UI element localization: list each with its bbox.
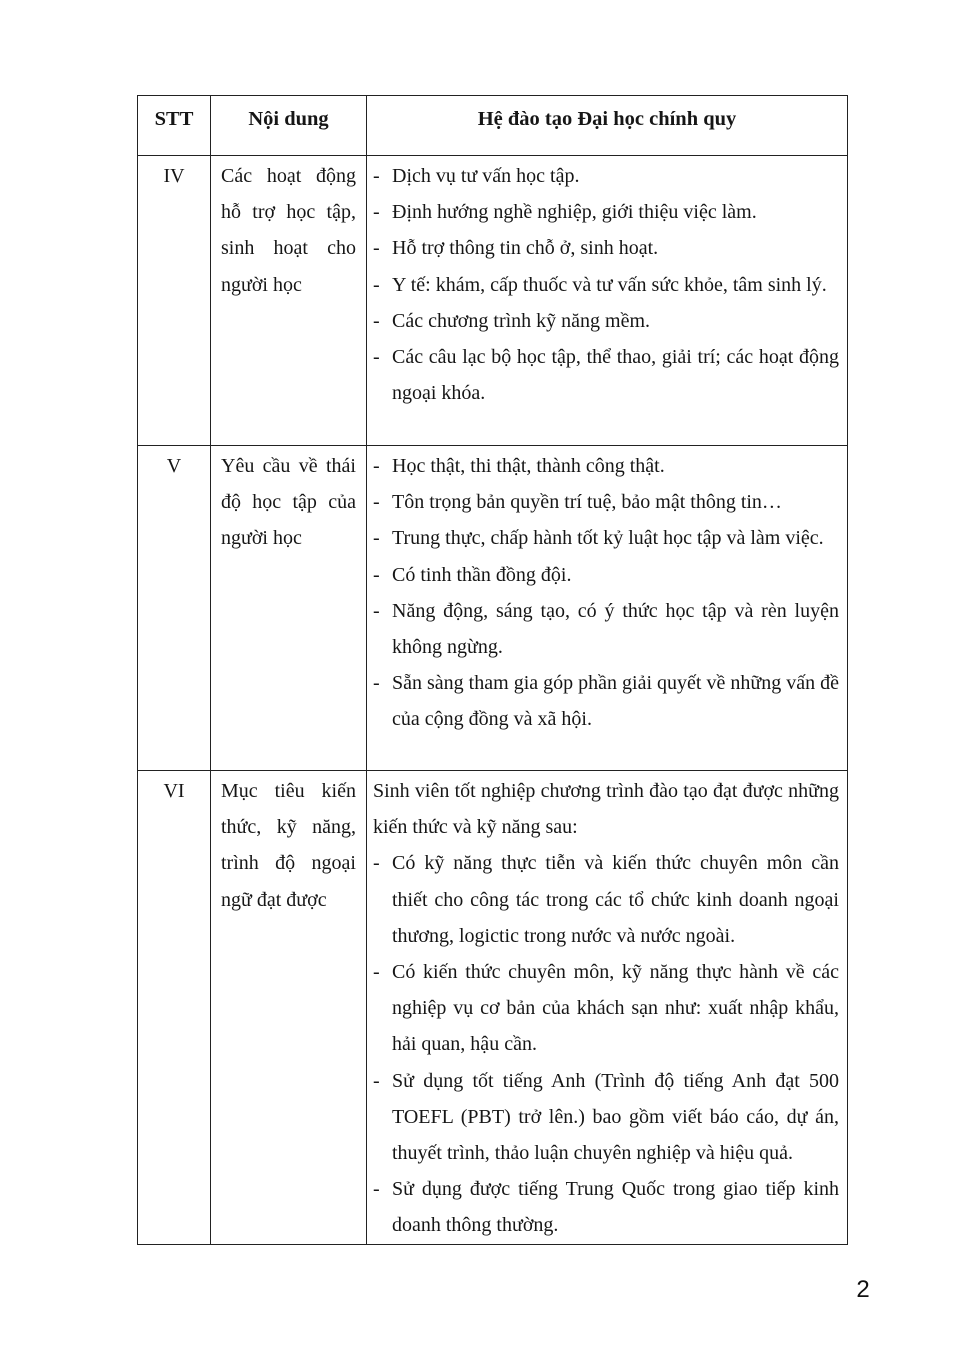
row-vi-intro: Sinh viên tốt nghiệp chương trình đào tạo đạt được những kiến thức và kỹ năng sau: bbox=[373, 780, 839, 839]
bullet-item: - Có kỹ năng thực tiễn và kiến thức chuyên môn cần thiết cho công tác trong các tổ chức kinh doanh ngoại thương, logictic trong nước và nước ngoài. bbox=[373, 845, 839, 954]
bullet-item: - Hỗ trợ thông tin chỗ ở, sinh hoạt. bbox=[373, 230, 839, 266]
row-v-noi-dung: Yêu cầu về thái độ học tập của người học bbox=[211, 446, 367, 771]
bullet-item: - Trung thực, chấp hành tốt kỷ luật học tập và làm việc. bbox=[373, 520, 839, 556]
row-v-stt: V bbox=[138, 446, 211, 771]
row-vi-noi-dung: Mục tiêu kiến thức, kỹ năng, trình độ ngoại ngữ đạt được bbox=[211, 771, 367, 1245]
bullet-item: - Có kiến thức chuyên môn, kỹ năng thực hành về các nghiệp vụ cơ bản của khách sạn như: xuất nhập khẩu, hải quan, hậu cần. bbox=[373, 954, 839, 1063]
row-v-bullet-list bbox=[373, 448, 839, 738]
bullet-item: - Tôn trọng bản quyền trí tuệ, bảo mật thông tin… bbox=[373, 484, 839, 520]
bullet-item: - Năng động, sáng tạo, có ý thức học tập và rèn luyện không ngừng. bbox=[373, 593, 839, 665]
row-vi-bullet-list bbox=[373, 845, 839, 1243]
bullet-item: - Các chương trình kỹ năng mềm. bbox=[373, 303, 839, 339]
bullet-item: - Học thật, thi thật, thành công thật. bbox=[373, 448, 839, 484]
bullet-item: - Sử dụng được tiếng Trung Quốc trong giao tiếp kinh doanh thông thường. bbox=[373, 1171, 839, 1243]
table-row-vi bbox=[138, 771, 848, 1245]
row-iv-bullet-list bbox=[373, 158, 839, 411]
row-iv-stt: IV bbox=[138, 156, 211, 446]
row-v-content bbox=[367, 446, 848, 771]
row-vi-stt: VI bbox=[138, 771, 211, 1245]
bullet-item: - Sẵn sàng tham gia góp phần giải quyết về những vấn đề của cộng đồng và xã hội. bbox=[373, 665, 839, 737]
table-row-v bbox=[138, 446, 848, 771]
row-vi-content bbox=[367, 771, 848, 1245]
col-header-he-dao-tao: Hệ đào tạo Đại học chính quy bbox=[367, 96, 848, 156]
table-row-iv bbox=[138, 156, 848, 446]
bullet-item: - Có tinh thần đồng đội. bbox=[373, 557, 839, 593]
row-iv-noi-dung: Các hoạt động hỗ trợ học tập, sinh hoạt cho người học bbox=[211, 156, 367, 446]
row-iv-content bbox=[367, 156, 848, 446]
curriculum-table bbox=[137, 95, 848, 1245]
bullet-item: - Định hướng nghề nghiệp, giới thiệu việc làm. bbox=[373, 194, 839, 230]
bullet-item: - Y tế: khám, cấp thuốc và tư vấn sức khỏe, tâm sinh lý. bbox=[373, 267, 839, 303]
bullet-item: - Các câu lạc bộ học tập, thể thao, giải trí; các hoạt động ngoại khóa. bbox=[373, 339, 839, 411]
col-header-noi-dung: Nội dung bbox=[211, 96, 367, 156]
bullet-item: - Dịch vụ tư vấn học tập. bbox=[373, 158, 839, 194]
col-header-stt: STT bbox=[138, 96, 211, 156]
table-header-row bbox=[138, 96, 848, 156]
bullet-item: - Sử dụng tốt tiếng Anh (Trình độ tiếng Anh đạt 500 TOEFL (PBT) trở lên.) bao gồm viết báo cáo, dự án, thuyết trình, thảo luận chuyên nghiệp và hiệu quả. bbox=[373, 1063, 839, 1172]
page-number: 2 bbox=[856, 1276, 870, 1303]
